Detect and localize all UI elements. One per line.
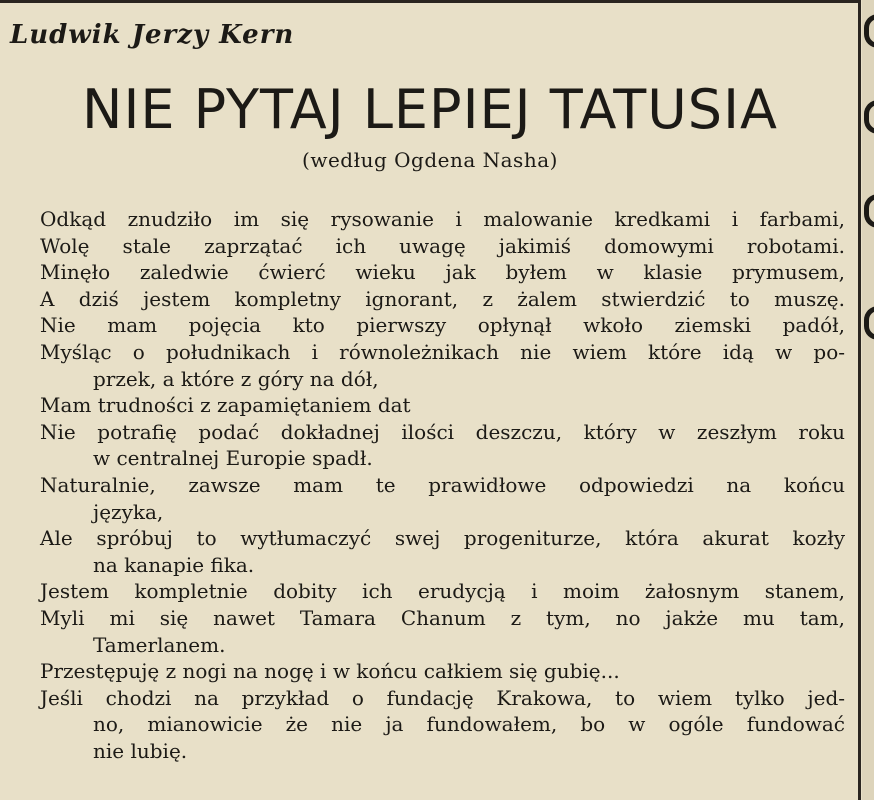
poem-title: NIE PYTAJ LEPIEJ TATUSIA <box>82 78 778 141</box>
poem-line-continuation: no, mianowicie że nie ja fundowałem, bo w ogóle fundować <box>93 712 845 737</box>
poem-line: Minęło zaledwie ćwierć wieku jak byłem w klasie prymusem, <box>40 260 845 285</box>
poem-line-continuation: nie lubię. <box>93 738 188 763</box>
poem-line: Przestępuję z nogi na nogę i w końcu całkiem się gubię... <box>40 659 620 684</box>
poem-line: Nie mam pojęcia kto pierwszy opłynął wkoło ziemski padół, <box>40 313 845 338</box>
poem-line: Naturalnie, zawsze mam te prawidłowe odpowiedzi na końcu <box>40 472 845 497</box>
poem-line-continuation: w centralnej Europie spadł. <box>93 446 373 471</box>
poem-line: Jestem kompletnie dobity ich erudycją i moim żałosnym stanem, <box>40 579 845 604</box>
poem-line-continuation: języka, <box>93 499 164 524</box>
poem-line: Mam trudności z zapamiętaniem dat <box>40 393 411 418</box>
poem-line-continuation: Tamerlanem. <box>93 632 226 657</box>
poem-line: Odkąd znudziło im się rysowanie i malowanie kredkami i farbami, <box>40 207 845 231</box>
poem-line: Myśląc o południkach i równoleżnikach nie wiem które idą w po- <box>40 339 845 364</box>
poem-line: Myli mi się nawet Tamara Chanum z tym, no jakże mu tam, <box>40 605 845 630</box>
poem-body <box>40 206 845 764</box>
poem-line: Jeśli chodzi na przykład o fundację Krakowa, to wiem tylko jed- <box>40 685 845 710</box>
poem-subtitle: (według Ogdena Nasha) <box>302 148 558 172</box>
poem-line: Nie potrafię podać dokładnej ilości deszczu, który w zeszłym roku <box>40 419 845 444</box>
poem-line-continuation: przek, a które z góry na dół, <box>93 366 379 391</box>
poem-line: Wolę stale zaprzątać ich uwagę jakimiś domowymi robotami. <box>40 233 845 258</box>
poem-line: A dziś jestem kompletny ignorant, z żalem stwierdzić to muszę. <box>40 286 845 311</box>
poem-line: Ale spróbuj to wytłumaczyć swej progeniturze, która akurat kozły <box>40 526 845 551</box>
poem-line-continuation: na kanapie fika. <box>93 552 255 577</box>
author-name: Ludwik Jerzy Kern <box>10 20 295 50</box>
frame-top-border <box>0 0 860 3</box>
